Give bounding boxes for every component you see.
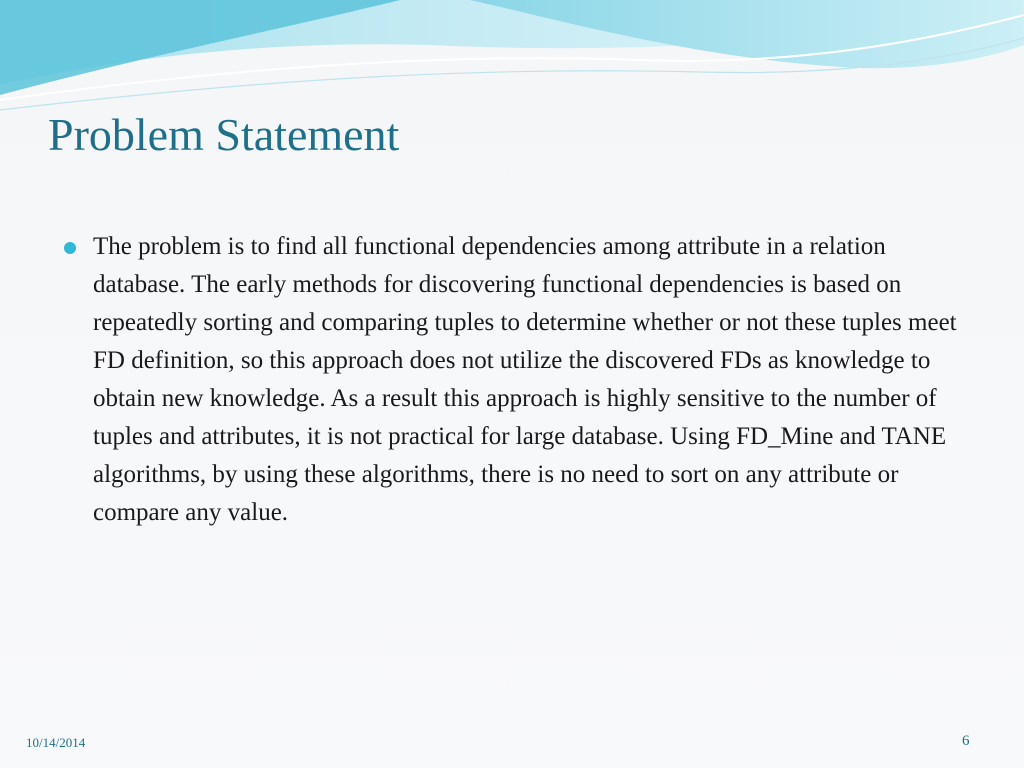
bullet-dot-icon [64,242,76,254]
slide-title: Problem Statement [48,109,400,160]
page-number: 6 [962,733,970,749]
bullet-text: The problem is to find all functional dependencies among attribute in a relation database. The early methods for discovering functional dependencies is based on repeatedly sorting and comparing tuples to determine whether or not these tuples meet FD definition, so this approach does not utilize the discovered FDs as knowledge to obtain new knowledge. As a result this approach is highly sensitive to the number of tuples and attributes, it is not practical for large database. Using FD_Mine and TANE algorithms, by using these algorithms, there is no need to sort on any attribute or compare any value. [93,233,957,526]
footer-date: 10/14/2014 [26,735,86,750]
